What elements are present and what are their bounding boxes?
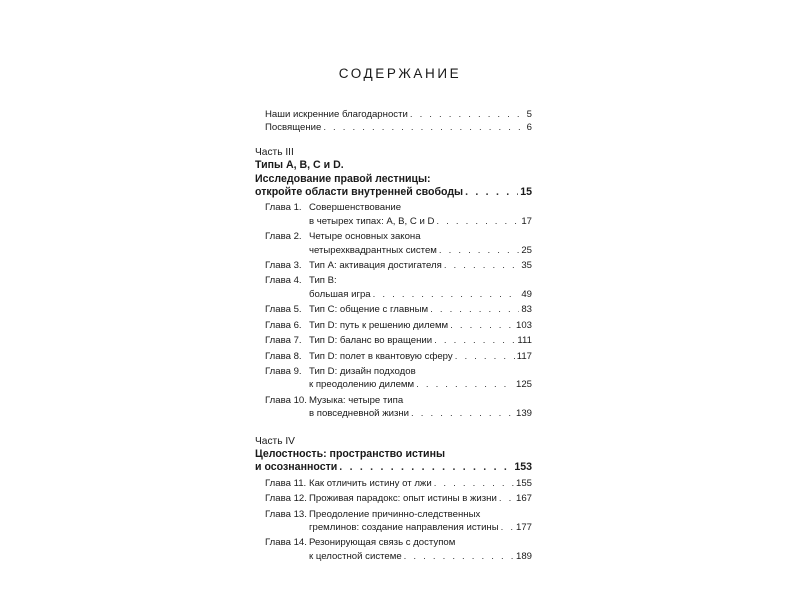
chapter-body (309, 274, 532, 301)
toc-entry (309, 244, 532, 257)
chapter-entry (265, 536, 532, 563)
chapter-number: Глава 2. (265, 231, 302, 243)
chapter-entry (265, 230, 532, 257)
chapter-body (309, 230, 532, 257)
table-of-contents (255, 108, 532, 565)
toc-entry (309, 334, 532, 347)
chapter-number: Глава 10. (265, 394, 307, 406)
toc-entry (309, 288, 532, 301)
page-number: 35 (521, 260, 532, 272)
toc-entry (255, 186, 532, 199)
dot-leader (434, 477, 514, 490)
front-matter (255, 108, 532, 135)
page-number: 15 (520, 186, 532, 199)
part-3 (255, 146, 532, 421)
chapter-title-line: в повседневной жизни (309, 408, 410, 420)
dot-leader (404, 550, 514, 563)
page-number: 139 (515, 408, 532, 420)
page-number: 189 (515, 550, 532, 562)
chapter-title-line: Преодоление причинно-следственных (309, 508, 481, 520)
chapter-body (309, 394, 532, 421)
dot-leader (465, 186, 518, 199)
chapter-body (309, 365, 532, 392)
part-title-line: Целостность: пространство истины (255, 447, 446, 460)
toc-entry-text: Посвящение (265, 122, 322, 134)
chapter-title-line: Тип В: (309, 275, 337, 287)
page-number: 103 (515, 319, 532, 331)
chapter-entry (265, 274, 532, 301)
part-title-line: откройте области внутренней свободы (255, 186, 464, 199)
page-number: 5 (526, 109, 532, 120)
toc-entry (309, 215, 532, 228)
toc-entry (309, 319, 532, 332)
dot-leader (410, 108, 525, 121)
toc-entry (309, 350, 532, 363)
chapter-body (309, 492, 532, 505)
page-number: 25 (521, 244, 532, 256)
part-title-line: Типы А, В, С и D. (255, 159, 344, 172)
chapter-number: Глава 6. (265, 319, 302, 331)
toc-entry (309, 492, 532, 505)
page-number: 6 (526, 122, 532, 134)
chapter-entry (265, 365, 532, 392)
chapter-title-line: Резонирующая связь с доступом (309, 537, 456, 549)
part-label: Часть III (255, 146, 294, 158)
toc-entry (309, 550, 532, 563)
chapter-title-line: гремлинов: создание направления истины (309, 521, 499, 533)
chapter-entry (265, 477, 532, 490)
chapter-title-line: Тип А: активация достигателя (309, 260, 442, 272)
page-number: 177 (515, 521, 532, 533)
chapter-number: Глава 12. (265, 493, 307, 505)
chapter-entry (265, 319, 532, 332)
part-label: Часть IV (255, 435, 295, 447)
chapter-number: Глава 1. (265, 202, 302, 214)
chapter-body (309, 508, 532, 535)
chapter-body (309, 350, 532, 363)
chapter-title-line: Тип D: полет в квантовую сферу (309, 350, 453, 362)
dot-leader (373, 288, 520, 301)
chapter-number: Глава 8. (265, 350, 302, 362)
toc-entry (255, 121, 532, 134)
chapter-number: Глава 5. (265, 304, 302, 316)
page-title: СОДЕРЖАНИЕ (338, 66, 462, 81)
dot-leader (450, 319, 514, 332)
chapter-title-line: Тип D: путь к решению дилемм (309, 319, 449, 331)
toc-entry (309, 259, 532, 272)
dot-leader (436, 215, 519, 228)
toc-entry (309, 407, 532, 420)
chapter-title-line: к преодолению дилемм (309, 379, 415, 391)
chapter-body (309, 303, 532, 316)
chapter-number: Глава 3. (265, 260, 302, 272)
chapter-entry (265, 508, 532, 535)
chapter-title-line: Совершенствование (309, 202, 402, 214)
chapter-list (255, 477, 532, 563)
toc-entry (309, 303, 532, 316)
dot-leader (339, 461, 512, 474)
toc-entry (309, 477, 532, 490)
page-number: 153 (514, 461, 532, 474)
chapter-entry (265, 201, 532, 228)
chapter-number: Глава 14. (265, 537, 307, 549)
chapter-entry (265, 394, 532, 421)
chapter-entry (265, 334, 532, 347)
chapter-body (309, 536, 532, 563)
chapter-title-line: Музыка: четыре типа (309, 394, 404, 406)
chapter-number: Глава 13. (265, 508, 307, 520)
page-number: 117 (516, 350, 532, 362)
dot-leader (416, 378, 514, 391)
chapter-title-line: Тип D: дизайн подходов (309, 365, 416, 377)
dot-leader (430, 303, 519, 316)
chapter-list (255, 201, 532, 420)
part-title-line: и осознанности (255, 461, 338, 474)
part-4 (255, 435, 532, 564)
chapter-body (309, 334, 532, 347)
chapter-entry (265, 350, 532, 363)
chapter-title-line: Тип С: общение с главным (309, 304, 429, 316)
dot-leader (444, 259, 520, 272)
dot-leader (323, 121, 524, 134)
chapter-number: Глава 7. (265, 335, 302, 347)
chapter-number: Глава 4. (265, 275, 302, 287)
chapter-title-line: четырехквадрантных систем (309, 244, 437, 256)
chapter-body (309, 259, 532, 272)
page-number: 17 (521, 215, 532, 227)
chapter-body (309, 319, 532, 332)
chapter-title-line: Четыре основных закона (309, 231, 421, 243)
chapter-title-line: Тип D: баланс во вращении (309, 335, 433, 347)
page-number: 83 (521, 304, 532, 316)
chapter-body (309, 477, 532, 490)
dot-leader (455, 350, 515, 363)
toc-entry (255, 461, 532, 474)
chapter-body (309, 201, 532, 228)
chapter-number: Глава 9. (265, 365, 302, 377)
chapter-entry (265, 259, 532, 272)
page-number: 49 (521, 288, 532, 300)
page-number: 125 (515, 379, 532, 391)
chapter-title-line: в четырех типах: А, В, С и D (309, 215, 435, 227)
toc-entry (309, 378, 532, 391)
chapter-number: Глава 11. (265, 477, 307, 489)
page-number: 167 (515, 493, 532, 505)
chapter-entry (265, 492, 532, 505)
toc-entry (309, 521, 532, 534)
chapter-title-line: Как отличить истину от лжи (309, 477, 432, 489)
chapter-title-line: большая игра (309, 288, 371, 300)
page-number: 111 (517, 335, 532, 347)
dot-leader (439, 244, 519, 257)
chapter-entry (265, 303, 532, 316)
dot-leader (434, 334, 515, 347)
page-number: 155 (515, 477, 532, 489)
toc-entry (255, 108, 532, 121)
chapter-title-line: Проживая парадокс: опыт истины в жизни (309, 493, 497, 505)
part-title-line: Исследование правой лестницы: (255, 172, 431, 185)
chapter-title-line: к целостной системе (309, 550, 402, 562)
toc-entry-text: Наши искренние благодарности (265, 109, 408, 120)
dot-leader (501, 521, 514, 534)
dot-leader (499, 492, 514, 505)
dot-leader (411, 407, 514, 420)
